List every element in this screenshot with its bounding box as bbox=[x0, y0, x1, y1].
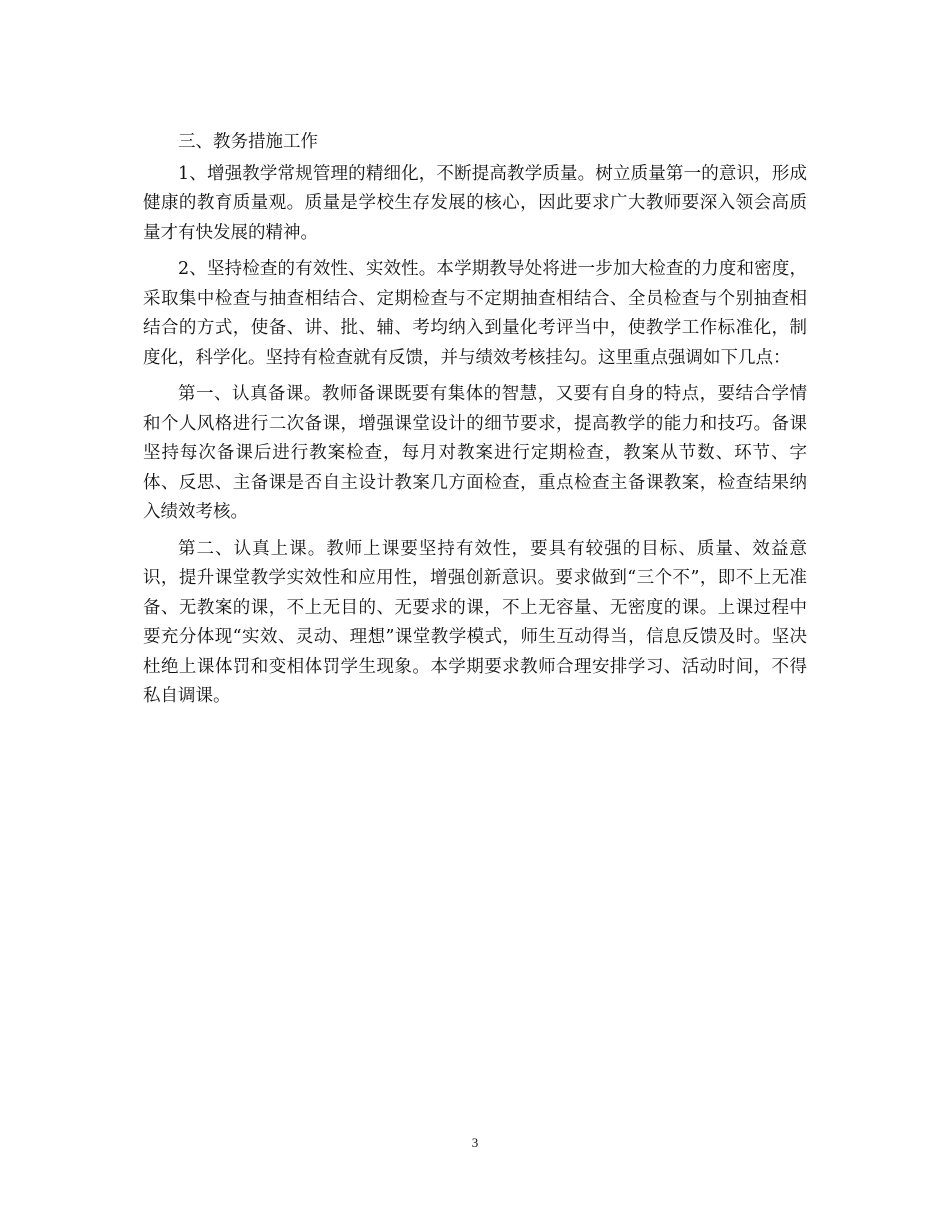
paragraph-2: 2、坚持检查的有效性、实效性。本学期教导处将进一步加大检查的力度和密度，采取集中检查与抽查相结合、定期检查与不定期抽查相结合、全员检查与个别抽查相结合的方式，使备、讲、批、辅、考均纳入到量化考评当中，使教学工作标准化，制度化，科学化。坚持有检查就有反馈，并与绩效考核挂勾。这里重点强调如下几点： bbox=[143, 259, 807, 368]
paragraph-1: 1、增强教学常规管理的精细化，不断提高教学质量。树立质量第一的意识，形成健康的教育质量观。质量是学校生存发展的核心，因此要求广大教师要深入领会高质量才有快发展的精神。 bbox=[143, 163, 807, 243]
page-number: 3 bbox=[471, 1135, 479, 1150]
paragraph-4: 第二、认真上课。教师上课要坚持有效性，要具有较强的目标、质量、效益意识，提升课堂教学实效性和应用性，增强创新意识。要求做到“三个不”，即不上无准备、无教案的课，不上无目的、无要求的课，不上无容量、无密度的课。上课过程中要充分体现“实效、灵动、理想”课堂教学模式，师生互动得当，信息反馈及时。坚决杜绝上课体罚和变相体罚学生现象。本学期要求教师合理安排学习、活动时间，不得私自调课。 bbox=[143, 538, 807, 706]
paragraph-3: 第一、认真备课。教师备课既要有集体的智慧，又要有自身的特点，要结合学情和个人风格进行二次备课，增强课堂设计的细节要求，提高教学的能力和技巧。备课坚持每次备课后进行教案检查，每月对教案进行定期检查，教案从节数、环节、字体、反思、主备课是否自主设计教案几方面检查，重点检查主备课教案，检查结果纳入绩效考核。 bbox=[143, 384, 807, 522]
section-heading: 三、教务措施工作 bbox=[178, 132, 318, 152]
body-text bbox=[143, 128, 807, 719]
